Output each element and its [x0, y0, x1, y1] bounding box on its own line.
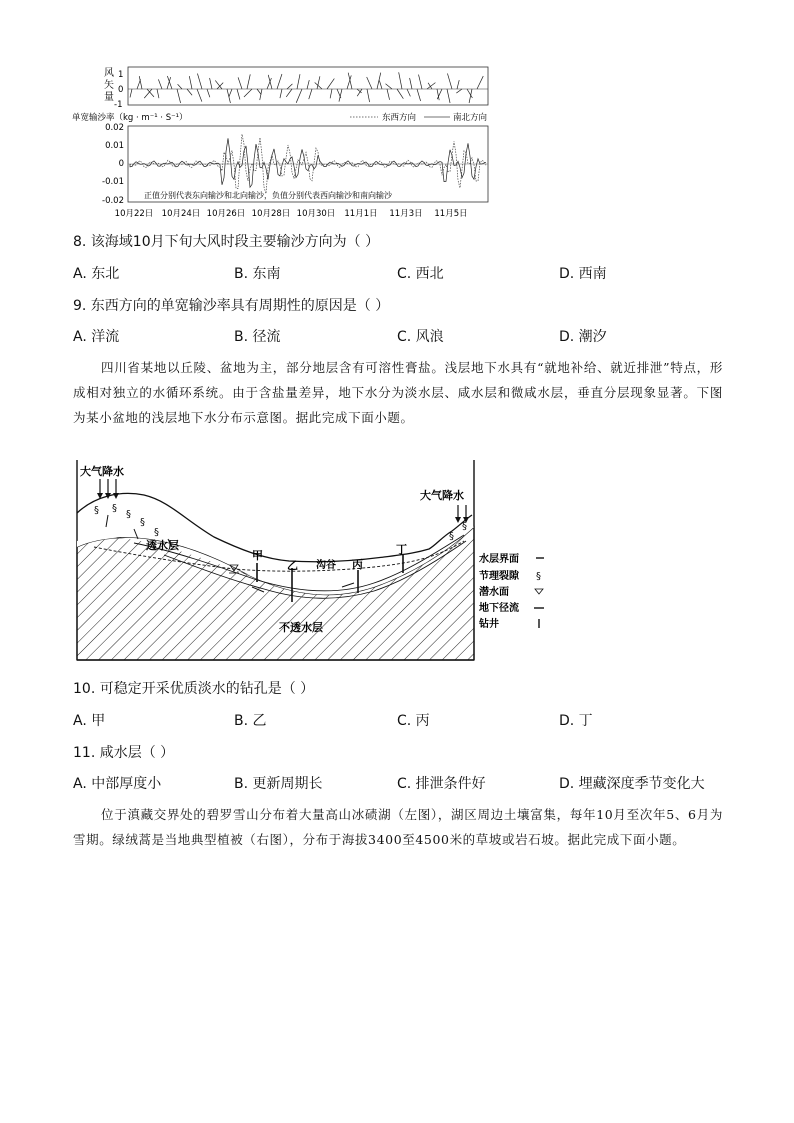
wind-vector [280, 89, 282, 98]
y-tick: -0.02 [102, 196, 124, 206]
wind-vector [260, 89, 262, 100]
q9-option-a[interactable]: A. 洋流 [73, 329, 120, 345]
x-tick: 10月30日 [296, 209, 336, 219]
wind-vector [399, 72, 402, 89]
wind-vector [348, 73, 352, 89]
legend-item: 节理裂隙 [479, 571, 519, 582]
rain-label-right: 大气降水 [420, 489, 464, 502]
x-ticks [115, 209, 468, 219]
groundwater-diagram [74, 455, 554, 665]
q10-option-b[interactable]: B. 乙 [234, 713, 267, 729]
y-tick: 0.02 [105, 123, 124, 133]
wind-tick-neg1: -1 [114, 100, 123, 110]
wind-vector [286, 89, 292, 97]
q8-option-b[interactable]: B. 东南 [234, 266, 281, 282]
impermeable-label: 不透水层 [279, 621, 323, 634]
wind-vector [147, 89, 154, 97]
wind-vector [456, 89, 462, 93]
q11-option-b[interactable]: B. 更新周期长 [234, 776, 323, 792]
wind-vector [419, 75, 422, 89]
rain-label-left: 大气降水 [80, 465, 124, 478]
wind-vector [207, 89, 210, 97]
q9-option-b[interactable]: B. 径流 [234, 329, 281, 345]
x-tick: 11月5日 [434, 209, 468, 219]
svg-text:§: § [140, 517, 145, 528]
wind-vector [167, 76, 172, 89]
svg-text:§: § [462, 521, 467, 532]
wind-label-2: 矢 [104, 80, 114, 91]
x-tick: 11月1日 [344, 209, 378, 219]
legend-item: 潜水面 [479, 587, 509, 598]
wind-vector [268, 75, 272, 89]
question-11-stem: 11. 咸水层（ ） [73, 745, 175, 761]
legend-item: 水层界面 [479, 554, 519, 565]
q9-option-c[interactable]: C. 风浪 [397, 329, 444, 345]
x-tick: 10月28日 [251, 209, 291, 219]
wind-vector [277, 74, 282, 89]
legend-item: 地下径流 [479, 603, 519, 614]
valley-label: 沟谷 [316, 560, 336, 571]
wind-vector [297, 74, 300, 89]
q8-option-c[interactable]: C. 西北 [397, 266, 444, 282]
wind-vector [244, 89, 252, 97]
wind-vector [257, 89, 261, 95]
transport-y-ticks [102, 123, 124, 206]
q10-option-d[interactable]: D. 丁 [559, 713, 593, 729]
rain-arrows-left [100, 479, 116, 495]
svg-text:§: § [126, 509, 131, 520]
wind-vector [327, 79, 334, 89]
wind-vector [417, 89, 421, 101]
passage-groundwater: 四川省某地以丘陵、盆地为主，部分地层含有可溶性膏盐。浅层地下水具有“就地补给、就近排泄”特点，形成相对独立的水循环系统。由于含盐量差异，地下水分为淡水层、咸水层和微咸水层，垂直分层现象显著。下图为某小盆地的浅层地下水分布示意图。据此完成下面小题。 [73, 360, 723, 425]
wind-vector [157, 89, 159, 98]
wind-vector [237, 89, 240, 99]
impermeable-layer [77, 527, 474, 660]
q8-option-a[interactable]: A. 东北 [73, 266, 120, 282]
wind-vector [307, 80, 309, 89]
rain-arrows-right [458, 505, 466, 519]
q11-option-c[interactable]: C. 排泄条件好 [397, 776, 486, 792]
wind-vector [309, 89, 312, 99]
wind-vectors [130, 72, 483, 103]
wind-vector [197, 89, 202, 102]
legend-item: 钻井 [479, 619, 499, 630]
x-tick: 10月26日 [206, 209, 246, 219]
wind-label: 风 [104, 68, 114, 79]
diagram-legend [478, 552, 520, 630]
wind-vector [379, 80, 382, 89]
wind-vector [229, 89, 232, 97]
wind-vector [247, 74, 250, 89]
rain-arrowheads-left [97, 493, 119, 499]
q10-option-a[interactable]: A. 甲 [73, 713, 106, 729]
question-10-stem: 10. 可稳定开采优质淡水的钻孔是（ ） [73, 681, 315, 697]
wind-vector [210, 78, 212, 89]
x-tick: 11月3日 [389, 209, 423, 219]
q11-option-a[interactable]: A. 中部厚度小 [73, 776, 162, 792]
wind-vector [158, 79, 162, 89]
svg-text:§: § [536, 571, 541, 582]
legend-symbols [534, 558, 544, 628]
wind-vector [386, 84, 392, 89]
wind-vector [189, 76, 192, 89]
well-bing-label: 丙 [352, 558, 363, 571]
well-yi-label: 乙 [287, 559, 298, 572]
x-tick: 10月24日 [161, 209, 201, 219]
wind-vector [367, 77, 372, 89]
wind-vector [238, 77, 242, 89]
y-tick: -0.01 [102, 177, 124, 187]
transport-note: 正值分别代表东向输沙和北向输沙，负值分别代表西向输沙和南向输沙 [144, 191, 392, 200]
y-tick: 0 [118, 159, 124, 169]
wind-vector [178, 84, 182, 89]
legend-ns-label: 南北方向 [453, 113, 488, 123]
y-tick: 0.01 [105, 141, 124, 151]
wind-vector [187, 89, 192, 95]
wind-vector [397, 89, 403, 99]
question-8-stem: 8. 该海域10月下旬大风时段主要输沙方向为（ ） [73, 234, 380, 250]
svg-text:§: § [94, 505, 99, 516]
wind-vector [367, 89, 370, 102]
passage-biluo-mountain: 位于滇藏交界处的碧罗雪山分布着大量高山冰碛湖（左图），湖区周边土壤富集，每年10月至次年5、6月为雪期。绿绒蒿是当地典型植被（右图），分布于海拔3400至4500米的草坡或岩石坡。据此完成下面小题。 [73, 807, 723, 847]
wind-vector [387, 89, 390, 100]
well-ding-label: 丁 [396, 543, 407, 556]
wind-vector [287, 84, 292, 89]
well-jia-label: 甲 [252, 549, 263, 562]
wind-tick-1: 1 [118, 70, 124, 80]
wind-transport-figure [60, 60, 500, 225]
joint-fissure-icons [94, 503, 467, 542]
transport-label: 单宽输沙率（kg · m⁻¹ · S⁻¹） [72, 113, 188, 123]
legend-ew-label: 东西方向 [382, 113, 417, 123]
q10-option-c[interactable]: C. 丙 [397, 713, 430, 729]
wind-vector [407, 89, 410, 96]
question-9-stem: 9. 东西方向的单宽输沙率具有周期性的原因是（ ） [73, 298, 390, 314]
wind-label-3: 量 [104, 92, 114, 103]
permeable-label: 透水层 [146, 539, 179, 552]
wind-vector [227, 89, 230, 103]
wind-vector [377, 73, 381, 89]
wind-vector [330, 89, 332, 98]
wind-vector [410, 78, 412, 89]
svg-text:§: § [154, 527, 159, 538]
wind-vector [447, 73, 452, 89]
wind-vector [447, 89, 450, 103]
wind-tick-0: 0 [118, 85, 124, 95]
q8-option-d[interactable]: D. 西南 [559, 266, 607, 282]
wind-vector [477, 76, 483, 89]
q9-option-d[interactable]: D. 潮汐 [559, 329, 607, 345]
wind-vector [197, 73, 202, 89]
q11-option-d[interactable]: D. 埋藏深度季节变化大 [559, 776, 705, 792]
wind-vector [296, 89, 302, 103]
x-tick: 10月22日 [114, 209, 154, 219]
wind-vector [130, 89, 132, 97]
svg-text:§: § [449, 531, 454, 542]
wind-vector [457, 80, 459, 89]
wind-vector [177, 89, 181, 103]
svg-text:§: § [112, 503, 117, 514]
